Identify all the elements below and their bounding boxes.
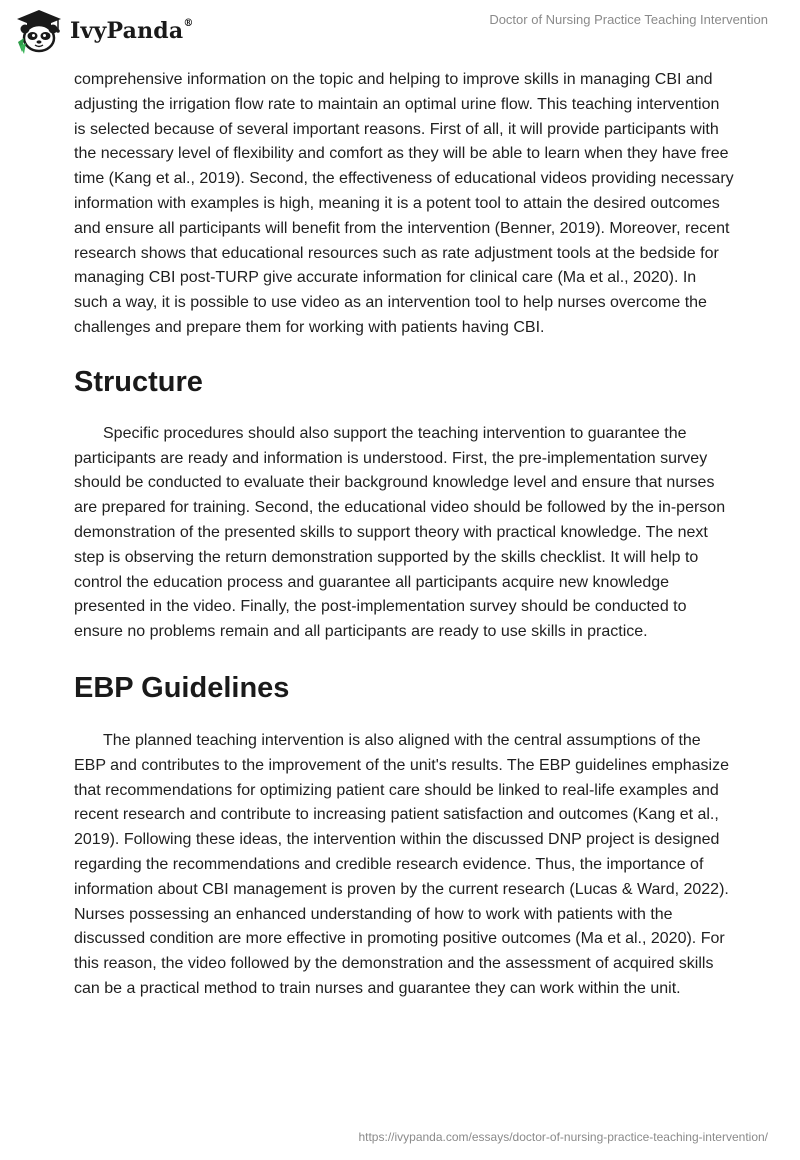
heading-ebp-guidelines: EBP Guidelines	[74, 671, 290, 704]
source-url[interactable]: https://ivypanda.com/essays/doctor-of-nursing-practice-teaching-intervention/	[358, 1130, 768, 1144]
paragraph-intro-continued: comprehensive information on the topic and helping to improve skills in managing CBI and adjusting the irrigation flow rate to maintain an optimal urine flow. This teaching intervention is selected because of several important reasons. First of all, it will provide participants with the necessary level of flexibility and comfort as they will be able to learn when they have free time (Kang et al., 2019). Second, the effectiveness of educational videos providing necessary information with examples is high, meaning it is a potent tool to attain the desired outcomes and ensure all participants will benefit from the intervention (Benner, 2019). Moreover, recent research shows that educational resources such as rate adjustment tools at the bedside for managing CBI post-TURP give accurate information for clinical care (Ma et al., 2020). In such a way, it is possible to use video as an intervention tool to help nurses overcome the challenges and prepare them for working with patients having CBI.	[74, 71, 734, 336]
paragraph-ebp-guidelines: The planned teaching intervention is also aligned with the central assumptions of the EBP and contributes to the improvement of the unit's results. The EBP guidelines emphasize that recommendations for optimizing patient care should be linked to real-life examples and recent research and contribute to increasing patient satisfaction and outcomes (Kang et al., 2019). Following these ideas, the intervention within the discussed DNP project is designed regarding the recommendations and credible research evidence. Thus, the importance of information about CBI management is proven by the current research (Lucas & Ward, 2022). Nurses possessing an enhanced understanding of how to work with patients with the discussed condition are more effective in promoting positive outcomes (Ma et al., 2020). For this reason, the video followed by the demonstration and the assessment of acquired skills can be a practical method to train nurses and guarantee they can work within the unit.	[74, 731, 729, 997]
page-header	[0, 0, 800, 70]
panda-graduate-icon	[14, 8, 64, 54]
brand-name: IvyPanda®	[70, 17, 194, 44]
ivypanda-logo[interactable]	[14, 8, 194, 54]
document-title: Doctor of Nursing Practice Teaching Intervention	[489, 12, 768, 27]
heading-structure: Structure	[74, 365, 203, 398]
registered-mark: ®	[183, 17, 194, 29]
essay-body	[74, 68, 734, 1002]
paragraph-structure: Specific procedures should also support the teaching intervention to guarantee the participants are ready and information is understood. First, the pre-implementation survey should be conducted to evaluate their background knowledge level and ensure that nurses are prepared for training. Second, the educational video should be followed by the in-person demonstration of the presented skills to support theory with practical knowledge. The next step is observing the return demonstration supported by the skills checklist. It will help to control the education process and guarantee all participants acquire new knowledge presented in the video. Finally, the post-implementation survey should be conducted to ensure no problems remain and all participants are ready to use skills in practice.	[74, 424, 726, 641]
